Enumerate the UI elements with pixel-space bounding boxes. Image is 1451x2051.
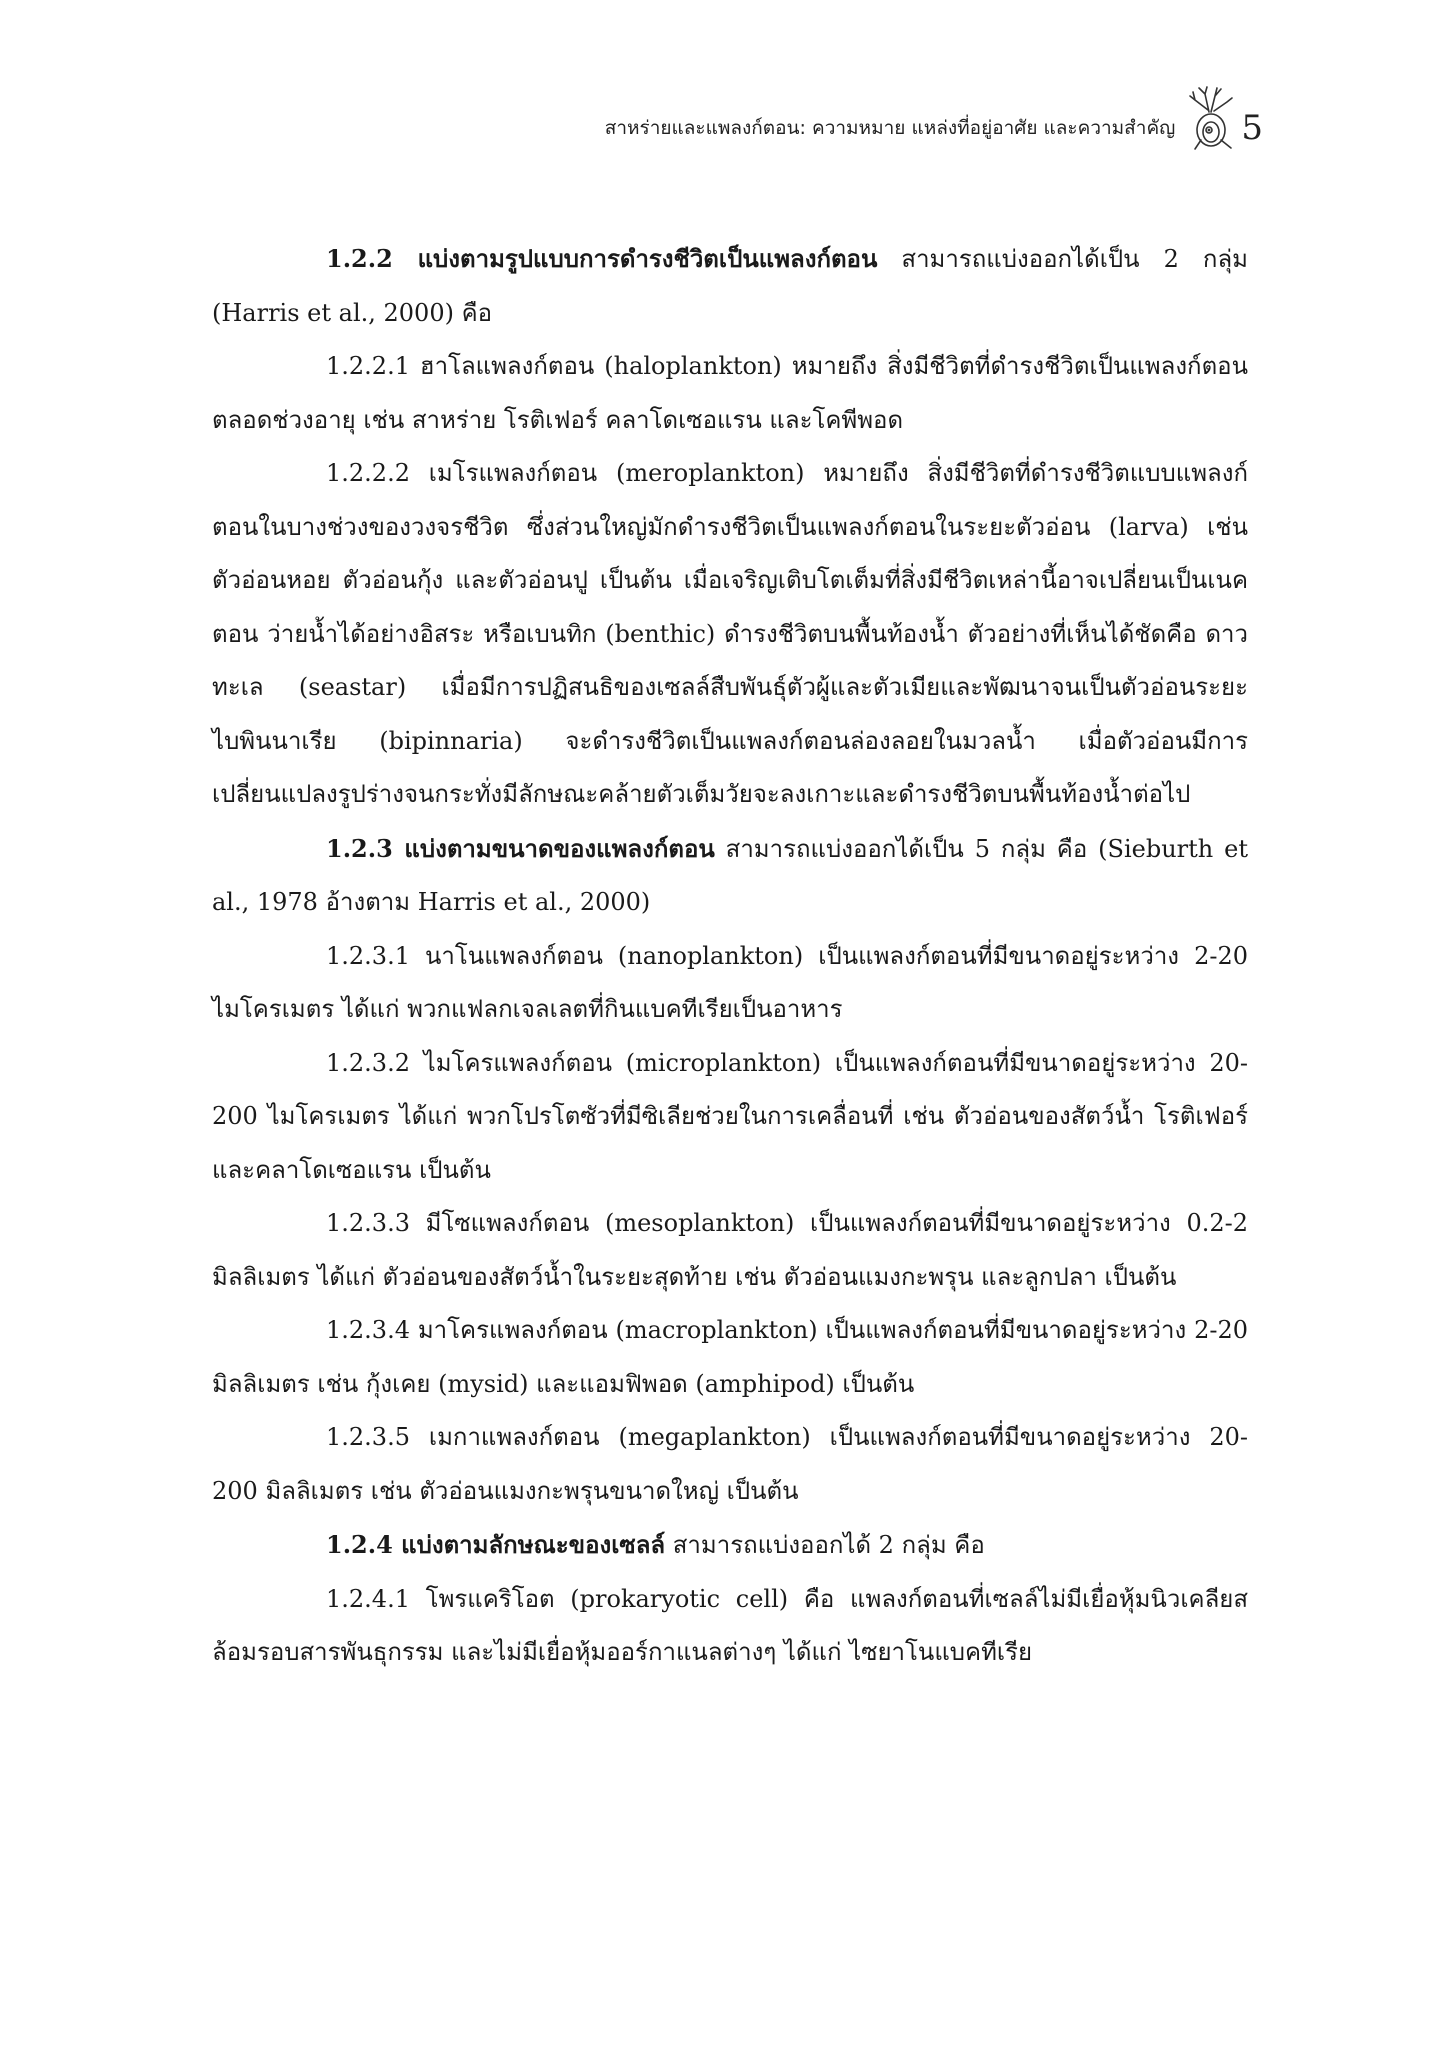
paragraph	[212, 340, 1248, 447]
section-heading: 1.2.2 แบ่งตามรูปแบบการดำรงชีวิตเป็นแพลงก์ตอน	[326, 244, 878, 273]
page-number: 5	[1241, 108, 1263, 148]
paragraph	[212, 1573, 1248, 1680]
section-heading: 1.2.4 แบ่งตามลักษณะของเซลล์	[326, 1530, 666, 1559]
paragraph	[212, 232, 1248, 340]
header-title: สาหร่ายและแพลงก์ตอน: ความหมาย แหล่งที่อยู่อาศัย และความสำคัญ	[604, 117, 1176, 139]
paragraph	[212, 822, 1248, 930]
paragraph	[212, 1411, 1248, 1518]
paragraph-text: สามารถแบ่งออกได้ 2 กลุ่ม คือ	[665, 1531, 985, 1559]
paragraph-text: 1.2.3.5 เมกาแพลงก์ตอน (megaplankton) เป็นแพลงก์ตอนที่มีขนาดอยู่ระหว่าง 20-200 มิลลิเมตร เช่น ตัวอ่อนแมงกะพรุนขนาดใหญ่ เป็นต้น	[212, 1423, 1248, 1505]
body-text	[212, 232, 1248, 1680]
plankton-logo-icon	[1187, 86, 1235, 152]
paragraph-text: 1.2.3.3 มีโซแพลงก์ตอน (mesoplankton) เป็นแพลงก์ตอนที่มีขนาดอยู่ระหว่าง 0.2-2 มิลลิเมตร ได้แก่ ตัวอ่อนของสัตว์น้ำในระยะสุดท้าย เช่น ตัวอ่อนแมงกะพรุน และลูกปลา เป็นต้น	[212, 1209, 1248, 1291]
paragraph	[212, 930, 1248, 1037]
paragraph	[212, 1037, 1248, 1198]
paragraph-text: 1.2.3.1 นาโนแพลงก์ตอน (nanoplankton) เป็นแพลงก์ตอนที่มีขนาดอยู่ระหว่าง 2-20 ไมโครเมตร ได้แก่ พวกแฟลกเจลเลตที่กินแบคทีเรียเป็นอาหาร	[212, 941, 1248, 1023]
paragraph-text: 1.2.3.2 ไมโครแพลงก์ตอน (microplankton) เป็นแพลงก์ตอนที่มีขนาดอยู่ระหว่าง 20-200 ไมโครเมตร ได้แก่ พวกโปรโตซัวที่มีซิเลียช่วยในการเคลื่อนที่ เช่น ตัวอ่อนของสัตว์น้ำ โรติเฟอร์ และคลาโดเซอแรน เป็นต้น	[212, 1048, 1248, 1184]
running-header	[605, 98, 1263, 158]
paragraph-text: 1.2.2.2 เมโรแพลงก์ตอน (meroplankton) หมายถึง สิ่งมีชีวิตที่ดำรงชีวิตแบบแพลงก์ตอนในบางช่วงของวงจรชีวิต ซึ่งส่วนใหญ่มักดำรงชีวิตเป็นแพลงก์ตอนในระยะตัวอ่อน (larva) เช่น ตัวอ่อนหอย ตัวอ่อนกุ้ง และตัวอ่อนปู เป็นต้น เมื่อเจริญเติบโตเต็มที่สิ่งมีชีวิตเหล่านี้อาจเปลี่ยนเป็นเนคตอน ว่ายน้ำได้อย่างอิสระ หรือเบนทิก (benthic) ดำรงชีวิตบนพื้นท้องน้ำ ตัวอย่างที่เห็นได้ชัดคือ ดาวทะเล (seastar) เมื่อมีการปฏิสนธิของเซลล์สืบพันธุ์ตัวผู้และตัวเมียและพัฒนาจนเป็นตัวอ่อนระยะไบพินนาเรีย (bipinnaria) จะดำรงชีวิตเป็นแพลงก์ตอนล่องลอยในมวลน้ำ เมื่อตัวอ่อนมีการเปลี่ยนแปลงรูปร่างจนกระทั่งมีลักษณะคล้ายตัวเต็มวัยจะลงเกาะและดำรงชีวิตบนพื้นท้องน้ำต่อไป	[212, 459, 1248, 808]
section-heading: 1.2.3 แบ่งตามขนาดของแพลงก์ตอน	[326, 833, 715, 863]
paragraph-text: สามารถแบ่งออกได้เป็น 2 กลุ่ม (Harris et al., 2000) คือ	[212, 245, 1248, 327]
paragraph-text: 1.2.3.4 มาโครแพลงก์ตอน (macroplankton) เป็นแพลงก์ตอนที่มีขนาดอยู่ระหว่าง 2-20 มิลลิเมตร เช่น กุ้งเคย (mysid) และแอมฟิพอด (amphipod) เป็นต้น	[212, 1316, 1248, 1398]
paragraph-text: 1.2.2.1 ฮาโลแพลงก์ตอน (haloplankton) หมายถึง สิ่งมีชีวิตที่ดำรงชีวิตเป็นแพลงก์ตอนตลอดช่วงอายุ เช่น สาหร่าย โรติเฟอร์ คลาโดเซอแรน และโคพีพอด	[212, 352, 1248, 434]
paragraph	[212, 1304, 1248, 1411]
paragraph	[212, 1197, 1248, 1304]
paragraph-text: 1.2.4.1 โพรแคริโอต (prokaryotic cell) คือ แพลงก์ตอนที่เซลล์ไม่มีเยื่อหุ้มนิวเคลียสล้อมรอบสารพันธุกรรม และไม่มีเยื่อหุ้มออร์กาแนลต่างๆ ได้แก่ ไซยาโนแบคทีเรีย	[212, 1584, 1248, 1666]
paragraph-text: สามารถแบ่งออกได้เป็น 5 กลุ่ม คือ (Sieburth et al., 1978 อ้างตาม Harris et al., 2000)	[212, 834, 1248, 916]
paragraph	[212, 1518, 1248, 1573]
paragraph	[212, 447, 1248, 822]
